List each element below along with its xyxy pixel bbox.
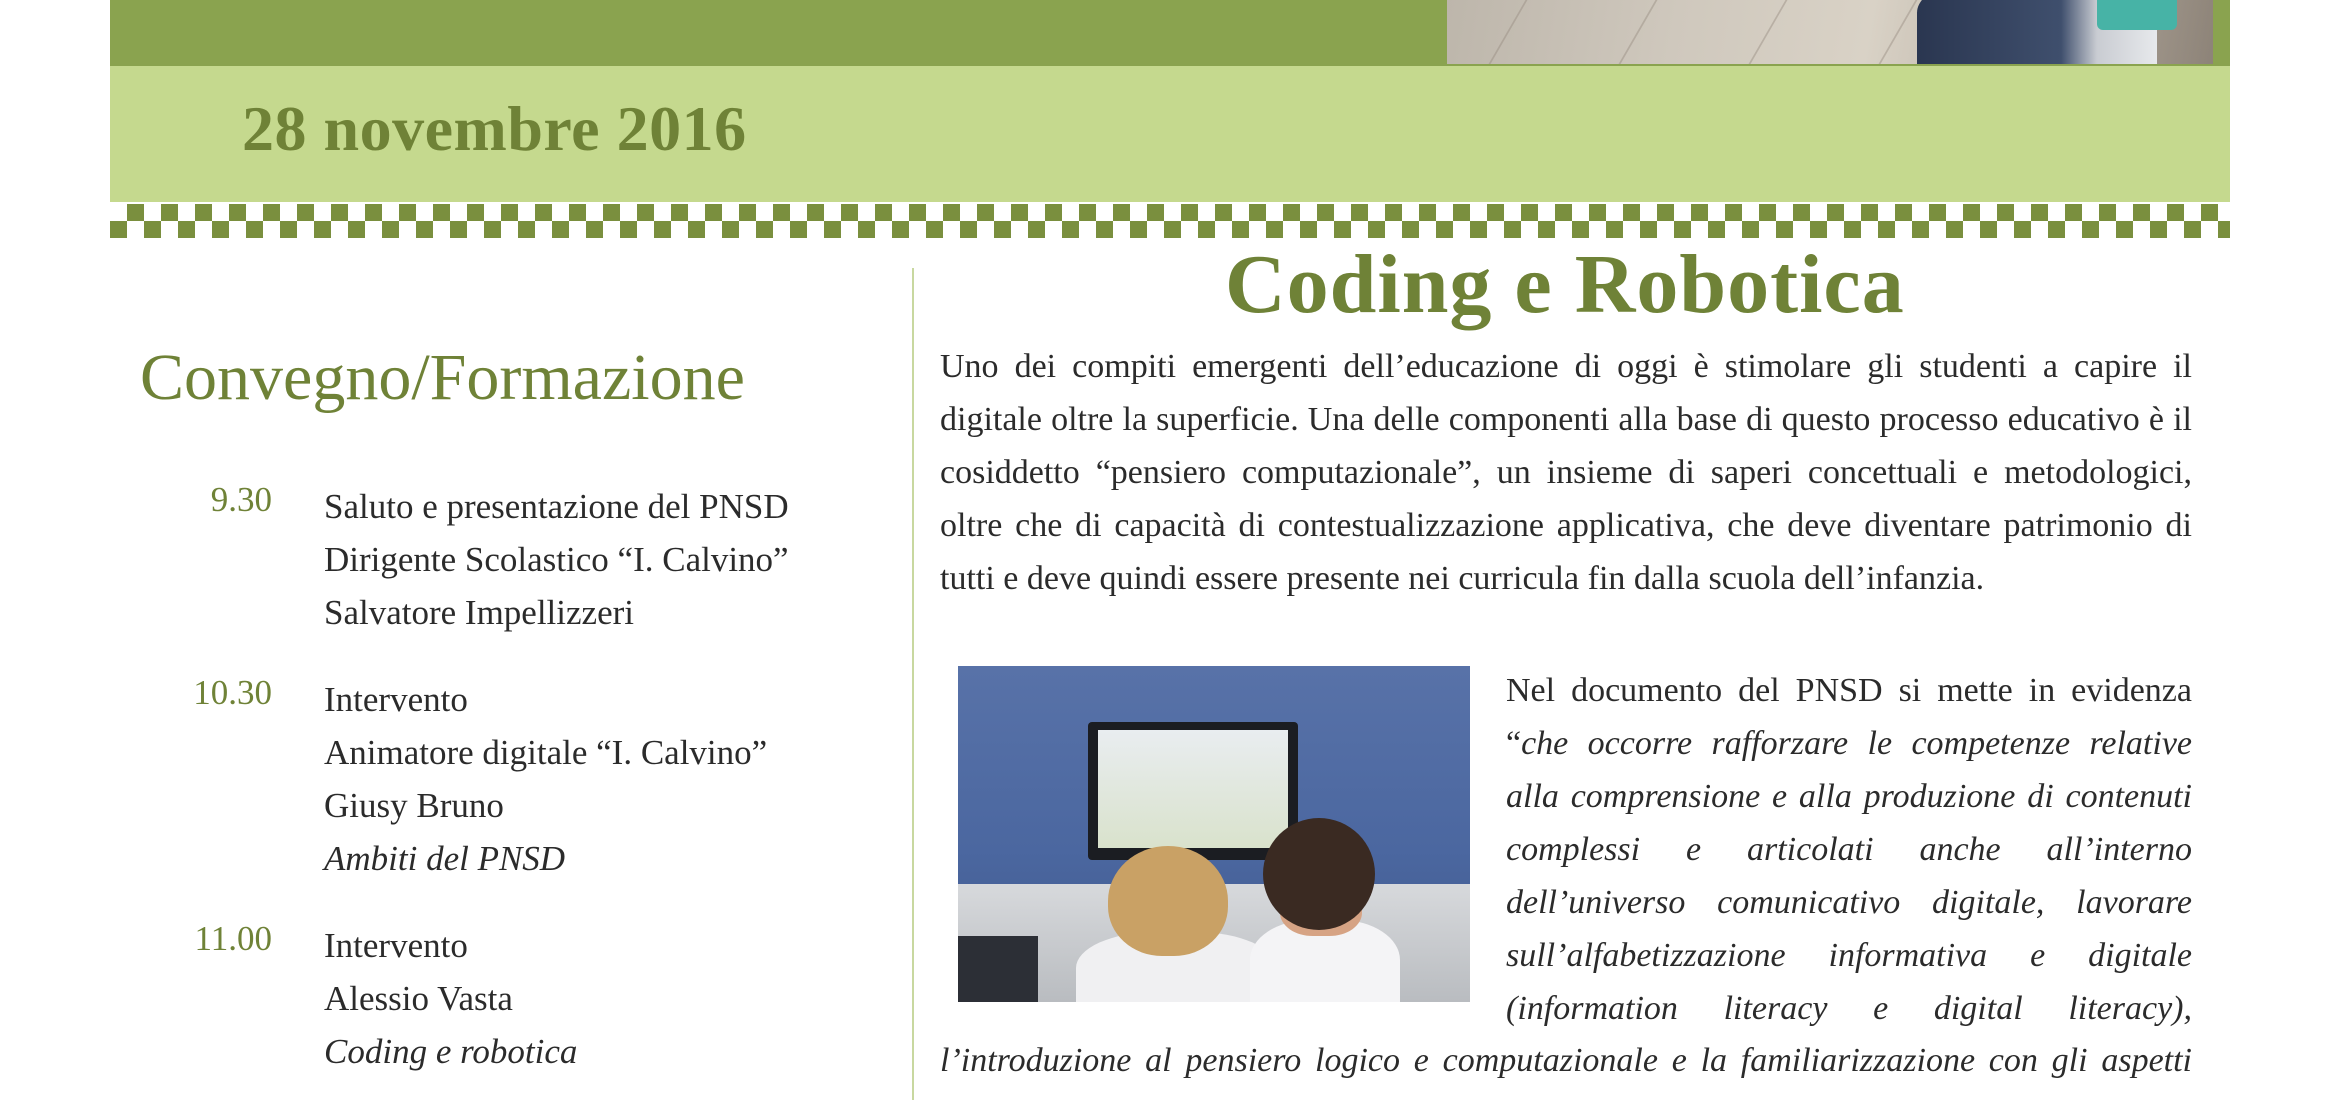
article-paragraph-2 (1506, 664, 2192, 1035)
article-paragraph-1: Uno dei compiti emergenti dell’educazione di oggi è stimolare gli studenti a capire il digitale oltre la superficie. Una delle componenti alla base di questo processo educativo è il cosiddetto “pensiero computazionale”, un insieme di saperi concettuali e metodologici, oltre che di capacità di contestualizzazione applicativa, che deve diventare patrimonio di tutti e deve quindi essere presente nei curricula fin dalla scuola dell’infanzia. (940, 348, 2192, 597)
schedule-time: 11.00 (194, 919, 272, 958)
classroom-photo (958, 666, 1470, 1002)
date-banner (110, 66, 2230, 202)
schedule-line: Intervento (324, 680, 468, 719)
schedule-line: Animatore digitale “I. Calvino” (324, 733, 768, 772)
article-paragraph-3: l’introduzione al pensiero logico e computazionale e la familiarizzazione con gli aspetti (940, 1042, 2192, 1079)
column-divider (912, 268, 914, 1100)
paragraph-2-intro: Nel documento del PNSD si mette in evidenza “ (1506, 672, 2192, 762)
article-title: Coding e Robotica (1225, 238, 1905, 331)
schedule-time: 10.30 (193, 673, 272, 712)
schedule-topic: Coding e robotica (324, 1032, 578, 1071)
schedule-line: Salvatore Impellizzeri (324, 593, 634, 632)
header-photo (1447, 0, 2213, 64)
schedule-line: Giusy Bruno (324, 786, 504, 825)
schedule-line: Alessio Vasta (324, 979, 513, 1018)
schedule-entry (140, 480, 880, 639)
schedule-line: Intervento (324, 926, 468, 965)
schedule-topic: Ambiti del PNSD (324, 839, 566, 878)
schedule (140, 480, 880, 1112)
schedule-line: Saluto e presentazione del PNSD (324, 487, 789, 526)
checkered-border (110, 204, 2230, 238)
program-title: Convegno/Formazione (140, 341, 745, 414)
event-date: 28 novembre 2016 (242, 93, 747, 164)
schedule-time: 9.30 (210, 480, 272, 519)
schedule-entry (140, 919, 880, 1078)
schedule-entry (140, 673, 880, 885)
schedule-line: Dirigente Scolastico “I. Calvino” (324, 540, 789, 579)
paragraph-2-quote: che occorre rafforzare le competenze relative alla comprensione e alla produzione di contenuti complessi e articolati anche all’interno dell’universo comunicativo digitale, lavorare sull’alfabetizzazione informativa e digitale (information literacy e digital literacy), (1506, 725, 2192, 1027)
